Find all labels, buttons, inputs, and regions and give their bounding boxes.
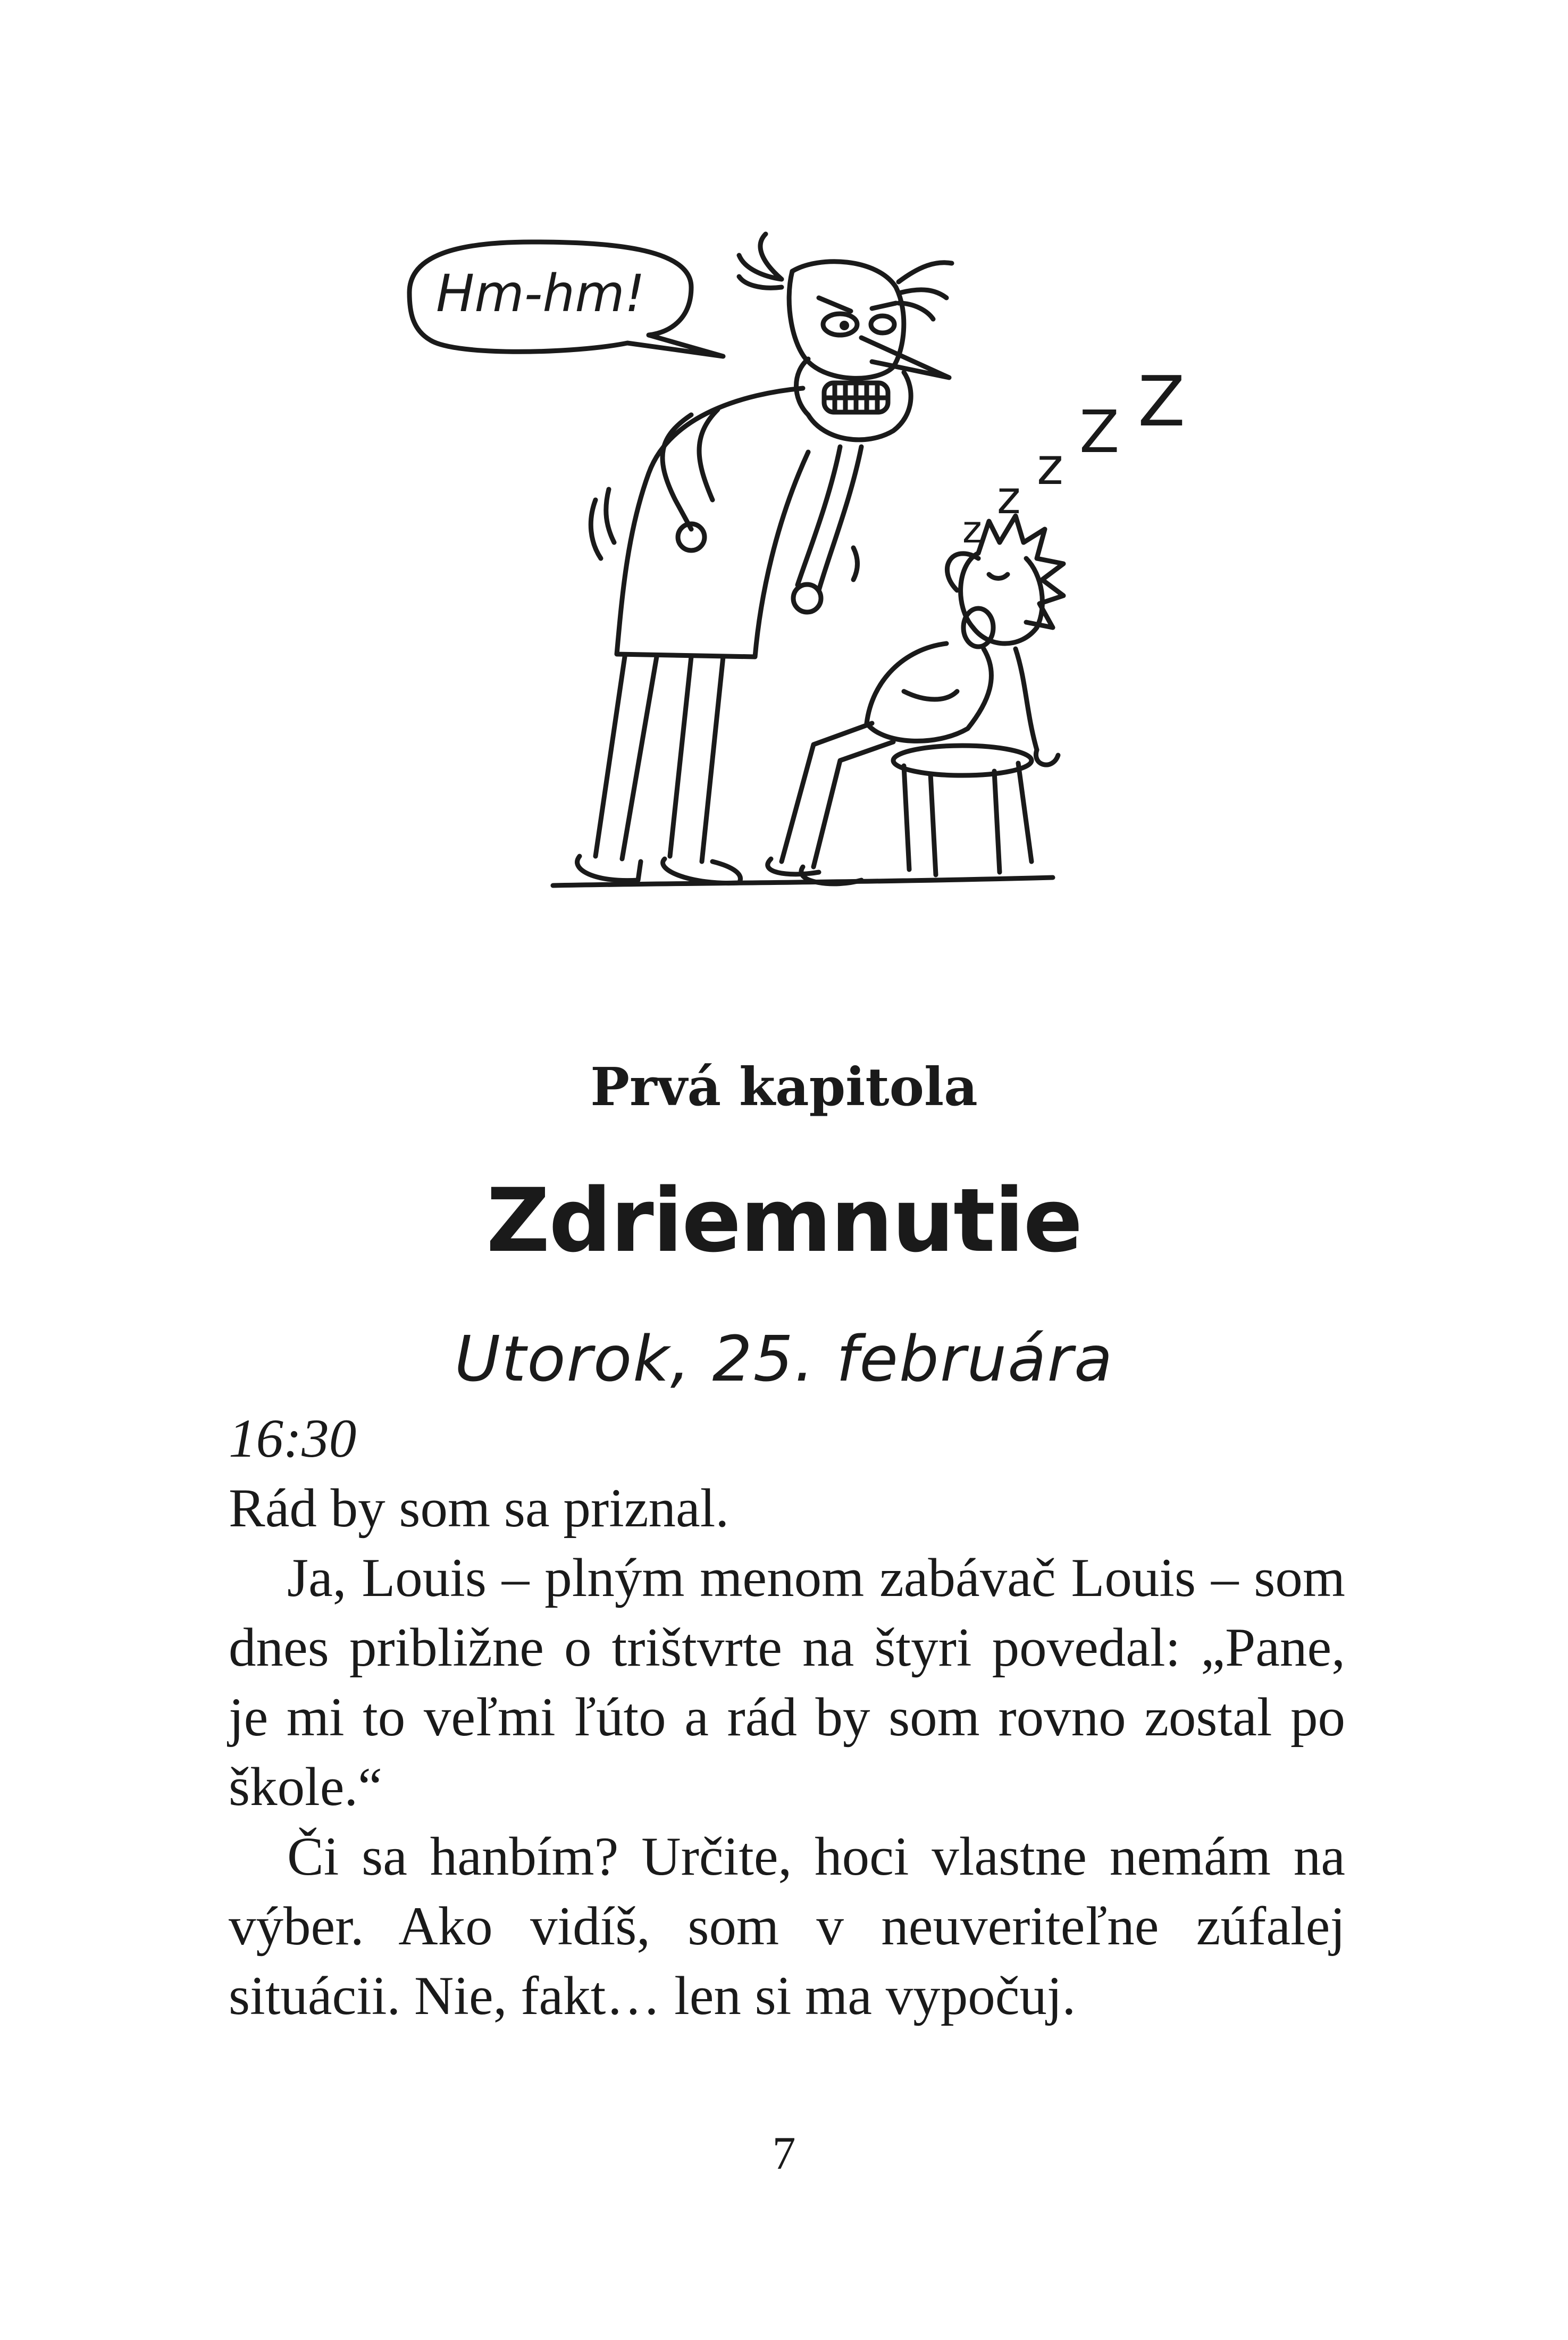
- paragraph: Či sa hanbím? Určite, hoci vlastne nemám na výber. Ako vidíš, som v neuveriteľne zúfalej situácii. Nie, fakt… len si ma vypočuj.: [229, 1826, 1345, 2026]
- diary-date: Utorok, 25. februára: [454, 1322, 1114, 1395]
- snore-letter: Z: [1079, 398, 1120, 466]
- paragraph: Ja, Louis – plným menom zabávač Louis – som dnes približne o trištvrte na štyri povedal: „Pane, je mi to veľmi ľúto a rád by som rovno zostal po škole.“: [229, 1548, 1345, 1817]
- speech-bubble: [409, 242, 723, 356]
- chapter-label: Prvá kapitola: [590, 1057, 978, 1118]
- sleeping-boy-figure: [768, 516, 1063, 884]
- speech-bubble-text: Hm-hm!: [436, 264, 645, 323]
- page-number: 7: [772, 2128, 796, 2179]
- body-text: [229, 1404, 1345, 2031]
- chapter-title: Zdriemnutie: [486, 1169, 1082, 1272]
- snore-letter: z: [997, 472, 1021, 524]
- snore-letter: Z: [1138, 361, 1186, 442]
- snore-letter: z: [1037, 438, 1063, 496]
- snore-letter: z: [962, 508, 982, 551]
- paragraph: Rád by som sa priznal.: [229, 1478, 730, 1539]
- diary-time: 16:30: [229, 1408, 357, 1469]
- snore-zzz: [962, 361, 1185, 551]
- chapter-illustration: [372, 223, 1212, 957]
